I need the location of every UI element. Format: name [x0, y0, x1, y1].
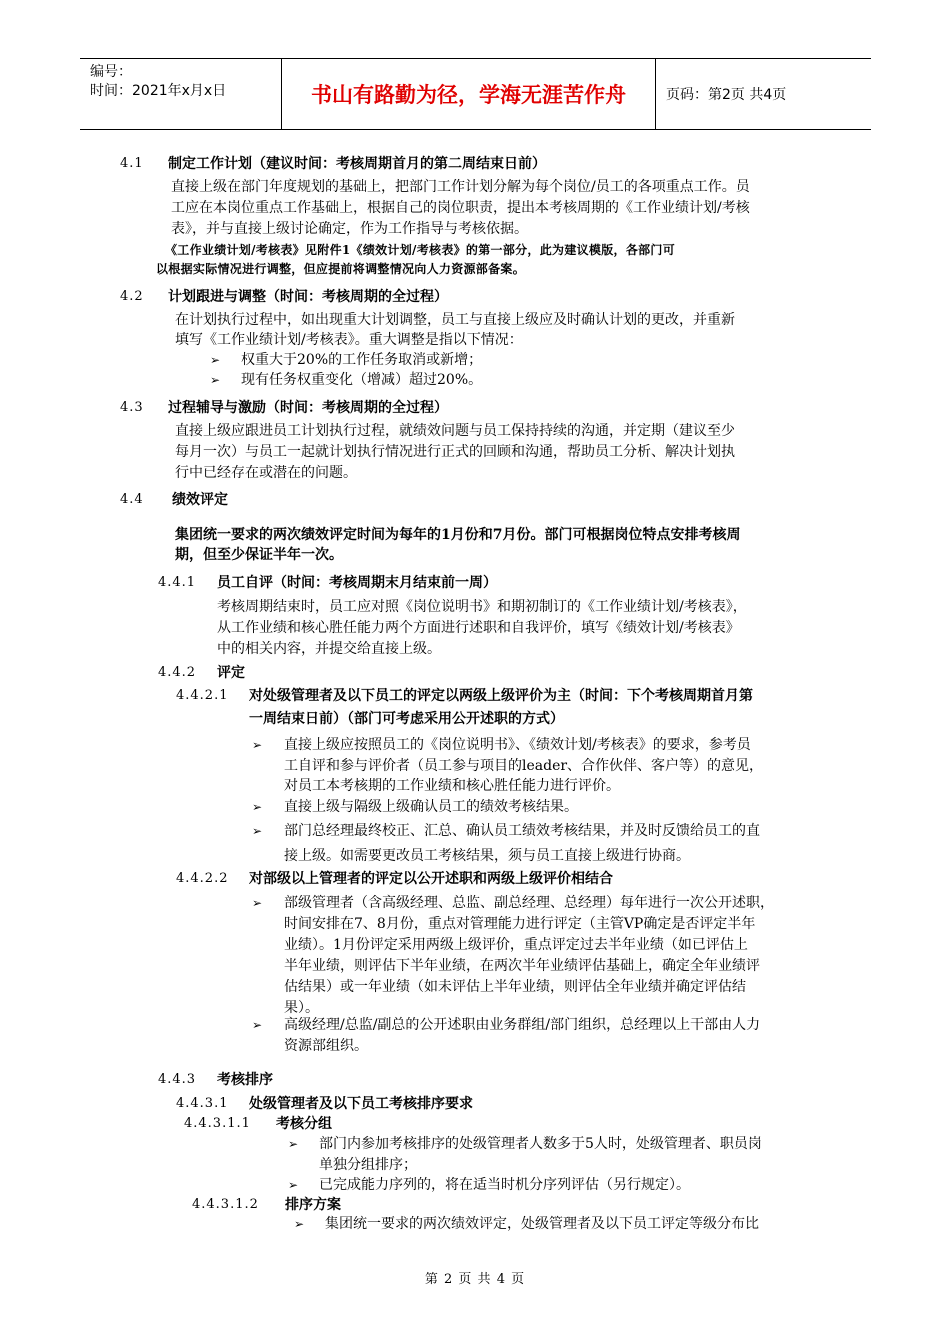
bullet-text: 单独分组排序； — [319, 1157, 417, 1173]
note-line: 以根据实际情况进行调整，但应提前将调整情况向人力资源部备案。 — [156, 262, 526, 276]
page-footer: 第 2 页 共 4 页 — [424, 1272, 526, 1287]
page-header — [80, 58, 871, 130]
section-number: 4.3 — [120, 400, 144, 415]
arrow-bullet-icon: ➢ — [252, 1018, 263, 1032]
header-page-label: 页码：第2页 共4页 — [666, 87, 787, 103]
section-number: 4.4.2 — [158, 665, 197, 680]
section-number: 4.4.2.2 — [176, 871, 229, 886]
bullet-text: 工自评和参与评价者（员工参与项目的leader、合作伙伴、客户等）的意见， — [284, 758, 764, 774]
section-number: 4.4.3.1 — [176, 1096, 229, 1111]
section-title: 对部级以上管理者的评定以公开述职和两级上级评价相结合 — [249, 871, 613, 887]
section-number: 4.2 — [120, 289, 144, 304]
section-number: 4.1 — [120, 156, 144, 171]
section-number: 4.4 — [120, 492, 144, 507]
arrow-bullet-icon: ➢ — [288, 1178, 299, 1192]
section-title: 员工自评（时间：考核周期末月结束前一周） — [217, 575, 497, 591]
paragraph-line: 直接上级应跟进员工计划执行过程，就绩效问题与员工保持持续的沟通，并定期（建议至少 — [175, 423, 735, 439]
section-number: 4.4.3.1.1 — [184, 1116, 251, 1131]
paragraph-line: 中的相关内容，并提交给直接上级。 — [217, 641, 441, 657]
arrow-bullet-icon: ➢ — [252, 738, 263, 752]
header-meta — [80, 59, 282, 129]
arrow-bullet-icon: ➢ — [210, 353, 221, 367]
bullet-text: 半年业绩，则评估下半年业绩，在两次半年业绩评估基础上，确定全年业绩评 — [284, 958, 760, 974]
bullet-text: 业绩）。1月份评定采用两级上级评价，重点评定过去半年业绩（如已评估上 — [284, 937, 748, 953]
section-title: 排序方案 — [285, 1197, 341, 1213]
paragraph-line: 工应在本岗位重点工作基础上，根据自己的岗位职责，提出本考核周期的《工作业绩计划/考核 — [171, 200, 750, 216]
header-time-label: 时间：2021年x月x日 — [90, 83, 227, 99]
arrow-bullet-icon: ➢ — [210, 373, 221, 387]
section-title: 对处级管理者及以下员工的评定以两级上级评价为主（时间：下个考核周期首月第 — [249, 688, 753, 704]
section-title: 过程辅导与激励（时间：考核周期的全过程） — [168, 400, 448, 416]
bullet-text: 直接上级应按照员工的《岗位说明书》、《绩效计划/考核表》的要求，参考员 — [284, 737, 751, 753]
bullet-text: 高级经理/总监/副总的公开述职由业务群组/部门组织，总经理以上干部由人力 — [284, 1017, 761, 1033]
bullet-text: 对员工本考核期的工作业绩和核心胜任能力进行评价。 — [284, 778, 620, 794]
section-number: 4.4.1 — [158, 575, 197, 590]
bullet-text: 部级管理者（含高级经理、总监、副总经理、总经理）每年进行一次公开述职， — [284, 895, 774, 911]
note-line: 《工作业绩计划/考核表》见附件1《绩效计划/考核表》的第一部分，此为建议模版，各部门可 — [165, 243, 676, 257]
section-title: 制定工作计划（建议时间：考核周期首月的第二周结束日前） — [168, 156, 546, 172]
bullet-text: 部门内参加考核排序的处级管理者人数多于5人时，处级管理者、职员岗 — [319, 1136, 762, 1152]
bullet-text: 估结果）或一年业绩（如未评估上半年业绩，则评估全年业绩并确定评估结 — [284, 979, 746, 995]
bullet-text: 直接上级与隔级上级确认员工的绩效考核结果。 — [284, 799, 578, 815]
section-title: 绩效评定 — [172, 492, 228, 508]
section-title: 计划跟进与调整（时间：考核周期的全过程） — [168, 289, 448, 305]
paragraph-line: 在计划执行过程中，如出现重大计划调整，员工与直接上级应及时确认计划的更改，并重新 — [175, 312, 735, 328]
arrow-bullet-icon: ➢ — [252, 800, 263, 814]
arrow-bullet-icon: ➢ — [252, 824, 263, 838]
paragraph-line: 考核周期结束时，员工应对照《岗位说明书》和期初制订的《工作业绩计划/考核表》， — [217, 599, 747, 615]
arrow-bullet-icon: ➢ — [252, 896, 263, 910]
bullet-text: 部门总经理最终校正、汇总、确认员工绩效考核结果，并及时反馈给员工的直 — [284, 823, 760, 839]
paragraph-line: 每月一次）与员工一起就计划执行情况进行正式的回顾和沟通，帮助员工分析、解决计划执 — [175, 444, 735, 460]
bullet-text: 现有任务权重变化（增减）超过20%。 — [241, 372, 483, 388]
bullet-text: 资源部组织。 — [284, 1038, 368, 1054]
bullet-text: 时间安排在7、8月份，重点对管理能力进行评定（主管VP确定是否评定半年 — [284, 916, 756, 932]
bullet-text: 接上级。如需要更改员工考核结果，须与员工直接上级进行协商。 — [284, 848, 690, 864]
paragraph-line: 表》，并与直接上级讨论确定，作为工作指导与考核依据。 — [171, 221, 528, 237]
section-title: 考核排序 — [217, 1072, 273, 1088]
section-number: 4.4.3.1.2 — [192, 1197, 259, 1212]
paragraph-line-bold: 集团统一要求的两次绩效评定时间为每年的1月份和7月份。部门可根据岗位特点安排考核周 — [175, 527, 741, 543]
header-motto: 书山有路勤为径，学海无涯苦作舟 — [282, 59, 656, 129]
header-number-label: 编号： — [90, 64, 132, 80]
arrow-bullet-icon: ➢ — [294, 1217, 305, 1231]
section-title: 考核分组 — [276, 1116, 332, 1132]
arrow-bullet-icon: ➢ — [288, 1137, 299, 1151]
paragraph-line: 从工作业绩和核心胜任能力两个方面进行述职和自我评价，填写《绩效计划/考核表》 — [217, 620, 740, 636]
section-title: 评定 — [217, 665, 245, 681]
bullet-text: 集团统一要求的两次绩效评定，处级管理者及以下员工评定等级分布比 — [325, 1216, 759, 1232]
paragraph-line: 直接上级在部门年度规划的基础上，把部门工作计划分解为每个岗位/员工的各项重点工作。员 — [171, 179, 750, 195]
bullet-text: 果）。 — [284, 1000, 319, 1016]
bullet-text: 权重大于20%的工作任务取消或新增； — [241, 352, 483, 368]
paragraph-line-bold: 期，但至少保证半年一次。 — [175, 547, 343, 563]
section-number: 4.4.2.1 — [176, 688, 229, 703]
section-number: 4.4.3 — [158, 1072, 197, 1087]
bullet-text: 已完成能力序列的，将在适当时机分序列评估（另行规定）。 — [319, 1177, 690, 1193]
section-title: 一周结束日前）（部门可考虑采用公开述职的方式） — [249, 711, 564, 727]
paragraph-line: 行中已经存在或潜在的问题。 — [175, 465, 357, 481]
paragraph-line: 填写《工作业绩计划/考核表》。重大调整是指以下情况： — [175, 332, 523, 348]
section-title: 处级管理者及以下员工考核排序要求 — [249, 1096, 473, 1112]
